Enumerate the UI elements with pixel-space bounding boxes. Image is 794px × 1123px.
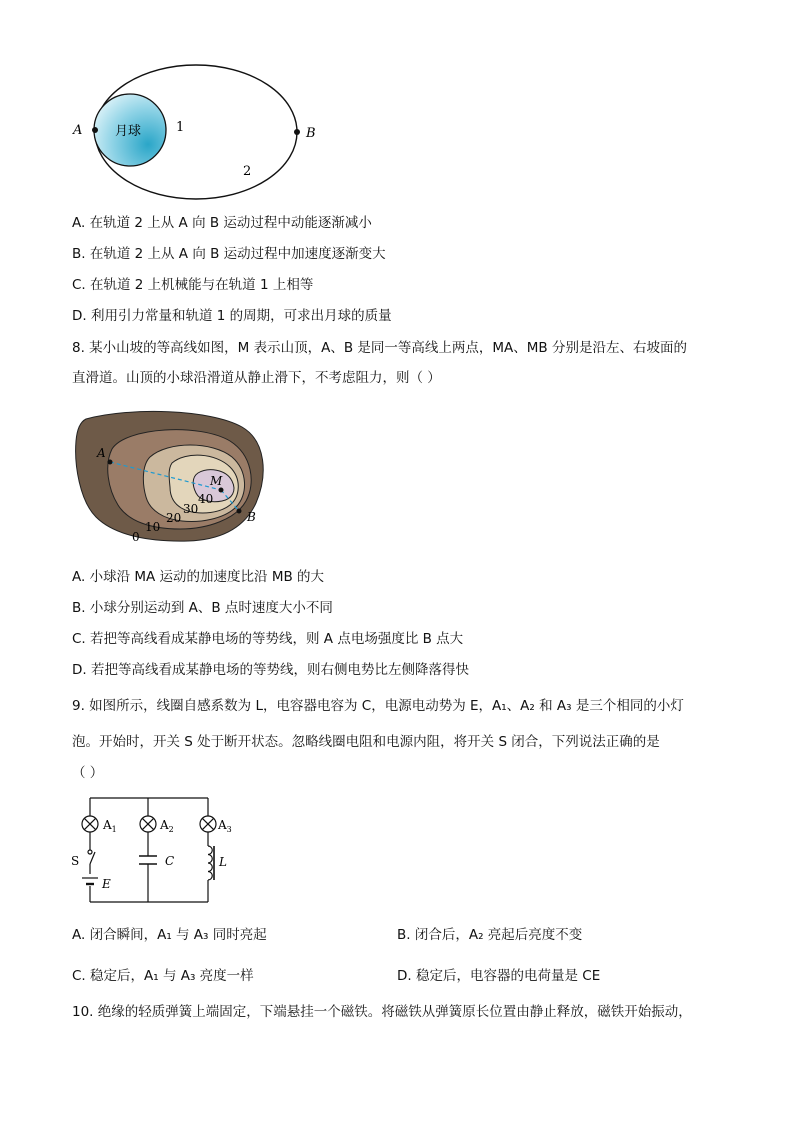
contour-figure [70,405,280,550]
q8-option-d: D. 若把等高线看成某静电场的等势线，则右侧电势比左侧降落得快 [72,662,469,678]
q7-option-b: B. 在轨道 2 上从 A 向 B 运动过程中加速度逐渐变大 [72,246,386,262]
contour-label-40: 40 [198,492,214,506]
q9-option-a: A. 闭合瞬间，A₁ 与 A₃ 同时亮起 [72,927,267,943]
source-label: E [102,877,111,891]
point-a-dot [108,460,113,465]
q9-stem-line2: 泡。开始时，开关 S 处于断开状态。忽略线圈电阻和电源内阻，将开关 S 闭合，下列说法正确的是 [72,734,660,750]
point-b-label: B [247,510,256,524]
q7-option-d: D. 利用引力常量和轨道 1 的周期，可求出月球的质量 [72,308,392,324]
capacitor-label: C [165,854,175,868]
point-a-label: A [73,123,83,138]
q7-option-a: A. 在轨道 2 上从 A 向 B 运动过程中动能逐渐减小 [72,215,372,231]
point-m-dot [219,488,224,493]
lamp-a1-label: $A_1$ [103,818,117,834]
orbit-1-label: 1 [176,120,185,135]
q9-stem-line1: 9. 如图所示，线圈自感系数为 L，电容器电容为 C，电源电动势为 E，A₁、A₂ 和 A₃ 是三个相同的小灯 [72,698,684,714]
q9-option-b: B. 闭合后，A₂ 亮起后亮度不变 [397,927,583,943]
inductor-label: L [219,855,227,869]
point-a-dot [92,127,98,133]
q8-option-c: C. 若把等高线看成某静电场的等势线，则 A 点电场强度比 B 点大 [72,631,464,647]
lamp-a2 [140,816,156,832]
contour-label-30: 30 [183,502,199,516]
lamp-a3 [200,816,216,832]
circuit-figure [66,792,236,910]
q8-stem-line1: 8. 某小山坡的等高线如图，M 表示山顶，A、B 是同一等高线上两点，MA、MB 分别是沿左、右坡面的 [72,340,687,356]
point-a-label: A [97,446,106,460]
orbit-2-label: 2 [243,164,252,179]
contour-label-10: 10 [145,520,161,534]
moon-label: 月球 [115,124,142,139]
inductor-l [208,846,214,880]
point-b-dot [237,509,242,514]
battery-e [82,878,98,884]
q7-option-c: C. 在轨道 2 上机械能与在轨道 1 上相等 [72,277,314,293]
switch-label: S [71,854,80,868]
contour-label-20: 20 [166,511,182,525]
q9-option-c: C. 稳定后，A₁ 与 A₃ 亮度一样 [72,968,254,984]
q10-stem-line1: 10. 绝缘的轻质弹簧上端固定，下端悬挂一个磁铁。将磁铁从弹簧原长位置由静止释放，磁铁开始振动， [72,1004,692,1020]
orbit-figure [70,62,320,202]
capacitor-c [139,856,157,864]
switch-s [88,850,95,864]
q9-option-d: D. 稳定后，电容器的电荷量是 CE [397,968,601,984]
contour-label-0: 0 [132,530,140,544]
point-b-label: B [306,126,316,141]
q9-stem-line3: （ ） [72,765,104,781]
point-b-dot [294,129,300,135]
q8-option-a: A. 小球沿 MA 运动的加速度比沿 MB 的大 [72,569,325,585]
lamp-a3-label: $A_3$ [218,818,232,834]
point-m-label: M [210,474,223,488]
q8-option-b: B. 小球分别运动到 A、B 点时速度大小不同 [72,600,333,616]
q8-stem-line2: 直滑道。山顶的小球沿滑道从静止滑下，不考虑阻力，则（ ） [72,370,441,386]
lamp-a2-label: $A_2$ [160,818,174,834]
lamp-a1 [82,816,98,832]
